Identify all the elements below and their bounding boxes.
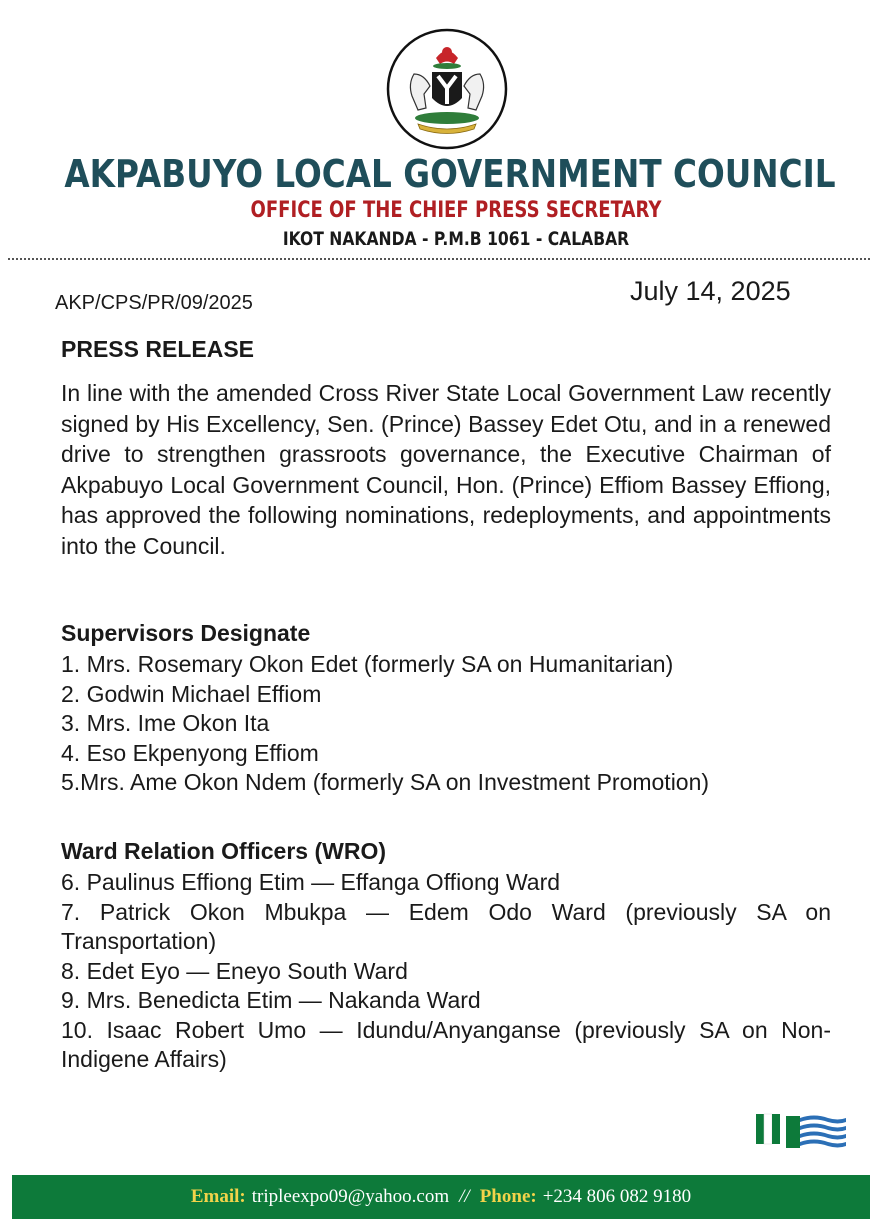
- reference-number: AKP/CPS/PR/09/2025: [55, 292, 253, 314]
- email-address[interactable]: tripleexpo09@yahoo.com: [251, 1186, 450, 1207]
- header-divider: [8, 258, 870, 260]
- list-item: 8. Edet Eyo — Eneyo South Ward: [61, 957, 408, 984]
- supervisors-list: [61, 650, 831, 798]
- footer-separator: //: [459, 1186, 470, 1207]
- office-name: OFFICE OF THE CHIEF PRESS SECRETARY: [250, 198, 662, 223]
- wro-heading: Ward Relation Officers (WRO): [61, 838, 386, 864]
- list-item: 2. Godwin Michael Effiom: [61, 680, 322, 707]
- coat-of-arms-icon: [384, 28, 510, 150]
- release-body: In line with the amended Cross River State Local Government Law recently signed by His Excellency, Sen. (Prince) Bassey Edet Otu, and in a renewed drive to strengthen grassroots governance, the Executive Chairman of Akpabuyo Local Government Council, Hon. (Prince) Effiom Bassey Effiong, has approved the following nominations, redeployments, and appointments into the Council.: [61, 380, 831, 559]
- list-item: 5.Mrs. Ame Okon Ndem (formerly SA on Investment Promotion): [61, 769, 710, 795]
- list-item: 1. Mrs. Rosemary Okon Edet (formerly SA on Humanitarian): [61, 651, 674, 677]
- list-item: 3. Mrs. Ime Okon Ita: [61, 710, 270, 736]
- phone-label: Phone:: [479, 1186, 537, 1207]
- list-item: 4. Eso Ekpenyong Effiom: [61, 739, 319, 766]
- list-item: 6. Paulinus Effiong Etim — Effanga Offiong Ward: [61, 869, 561, 895]
- press-release-title: PRESS RELEASE: [61, 336, 254, 362]
- list-item: 9. Mrs. Benedicta Etim — Nakanda Ward: [61, 987, 481, 1013]
- supervisors-heading: Supervisors Designate: [61, 620, 311, 646]
- release-date: July 14, 2025: [630, 276, 791, 306]
- organization-name: AKPABUYO LOCAL GOVERNMENT COUNCIL: [64, 152, 836, 196]
- wro-list: [61, 868, 831, 1075]
- phone-number[interactable]: +234 806 082 9180: [542, 1186, 692, 1207]
- list-item: 7. Patrick Okon Mbukpa — Edem Odo Ward (previously SA on Transportation): [61, 898, 831, 954]
- list-item: 10. Isaac Robert Umo — Idundu/Anyanganse (previously SA on Non-Indigene Affairs): [61, 1016, 831, 1072]
- email-label: Email:: [190, 1186, 246, 1207]
- office-address: IKOT NAKANDA - P.M.B 1061 - CALABAR: [282, 228, 630, 250]
- contact-footer: [12, 1175, 870, 1219]
- flags-icon: [754, 1110, 848, 1152]
